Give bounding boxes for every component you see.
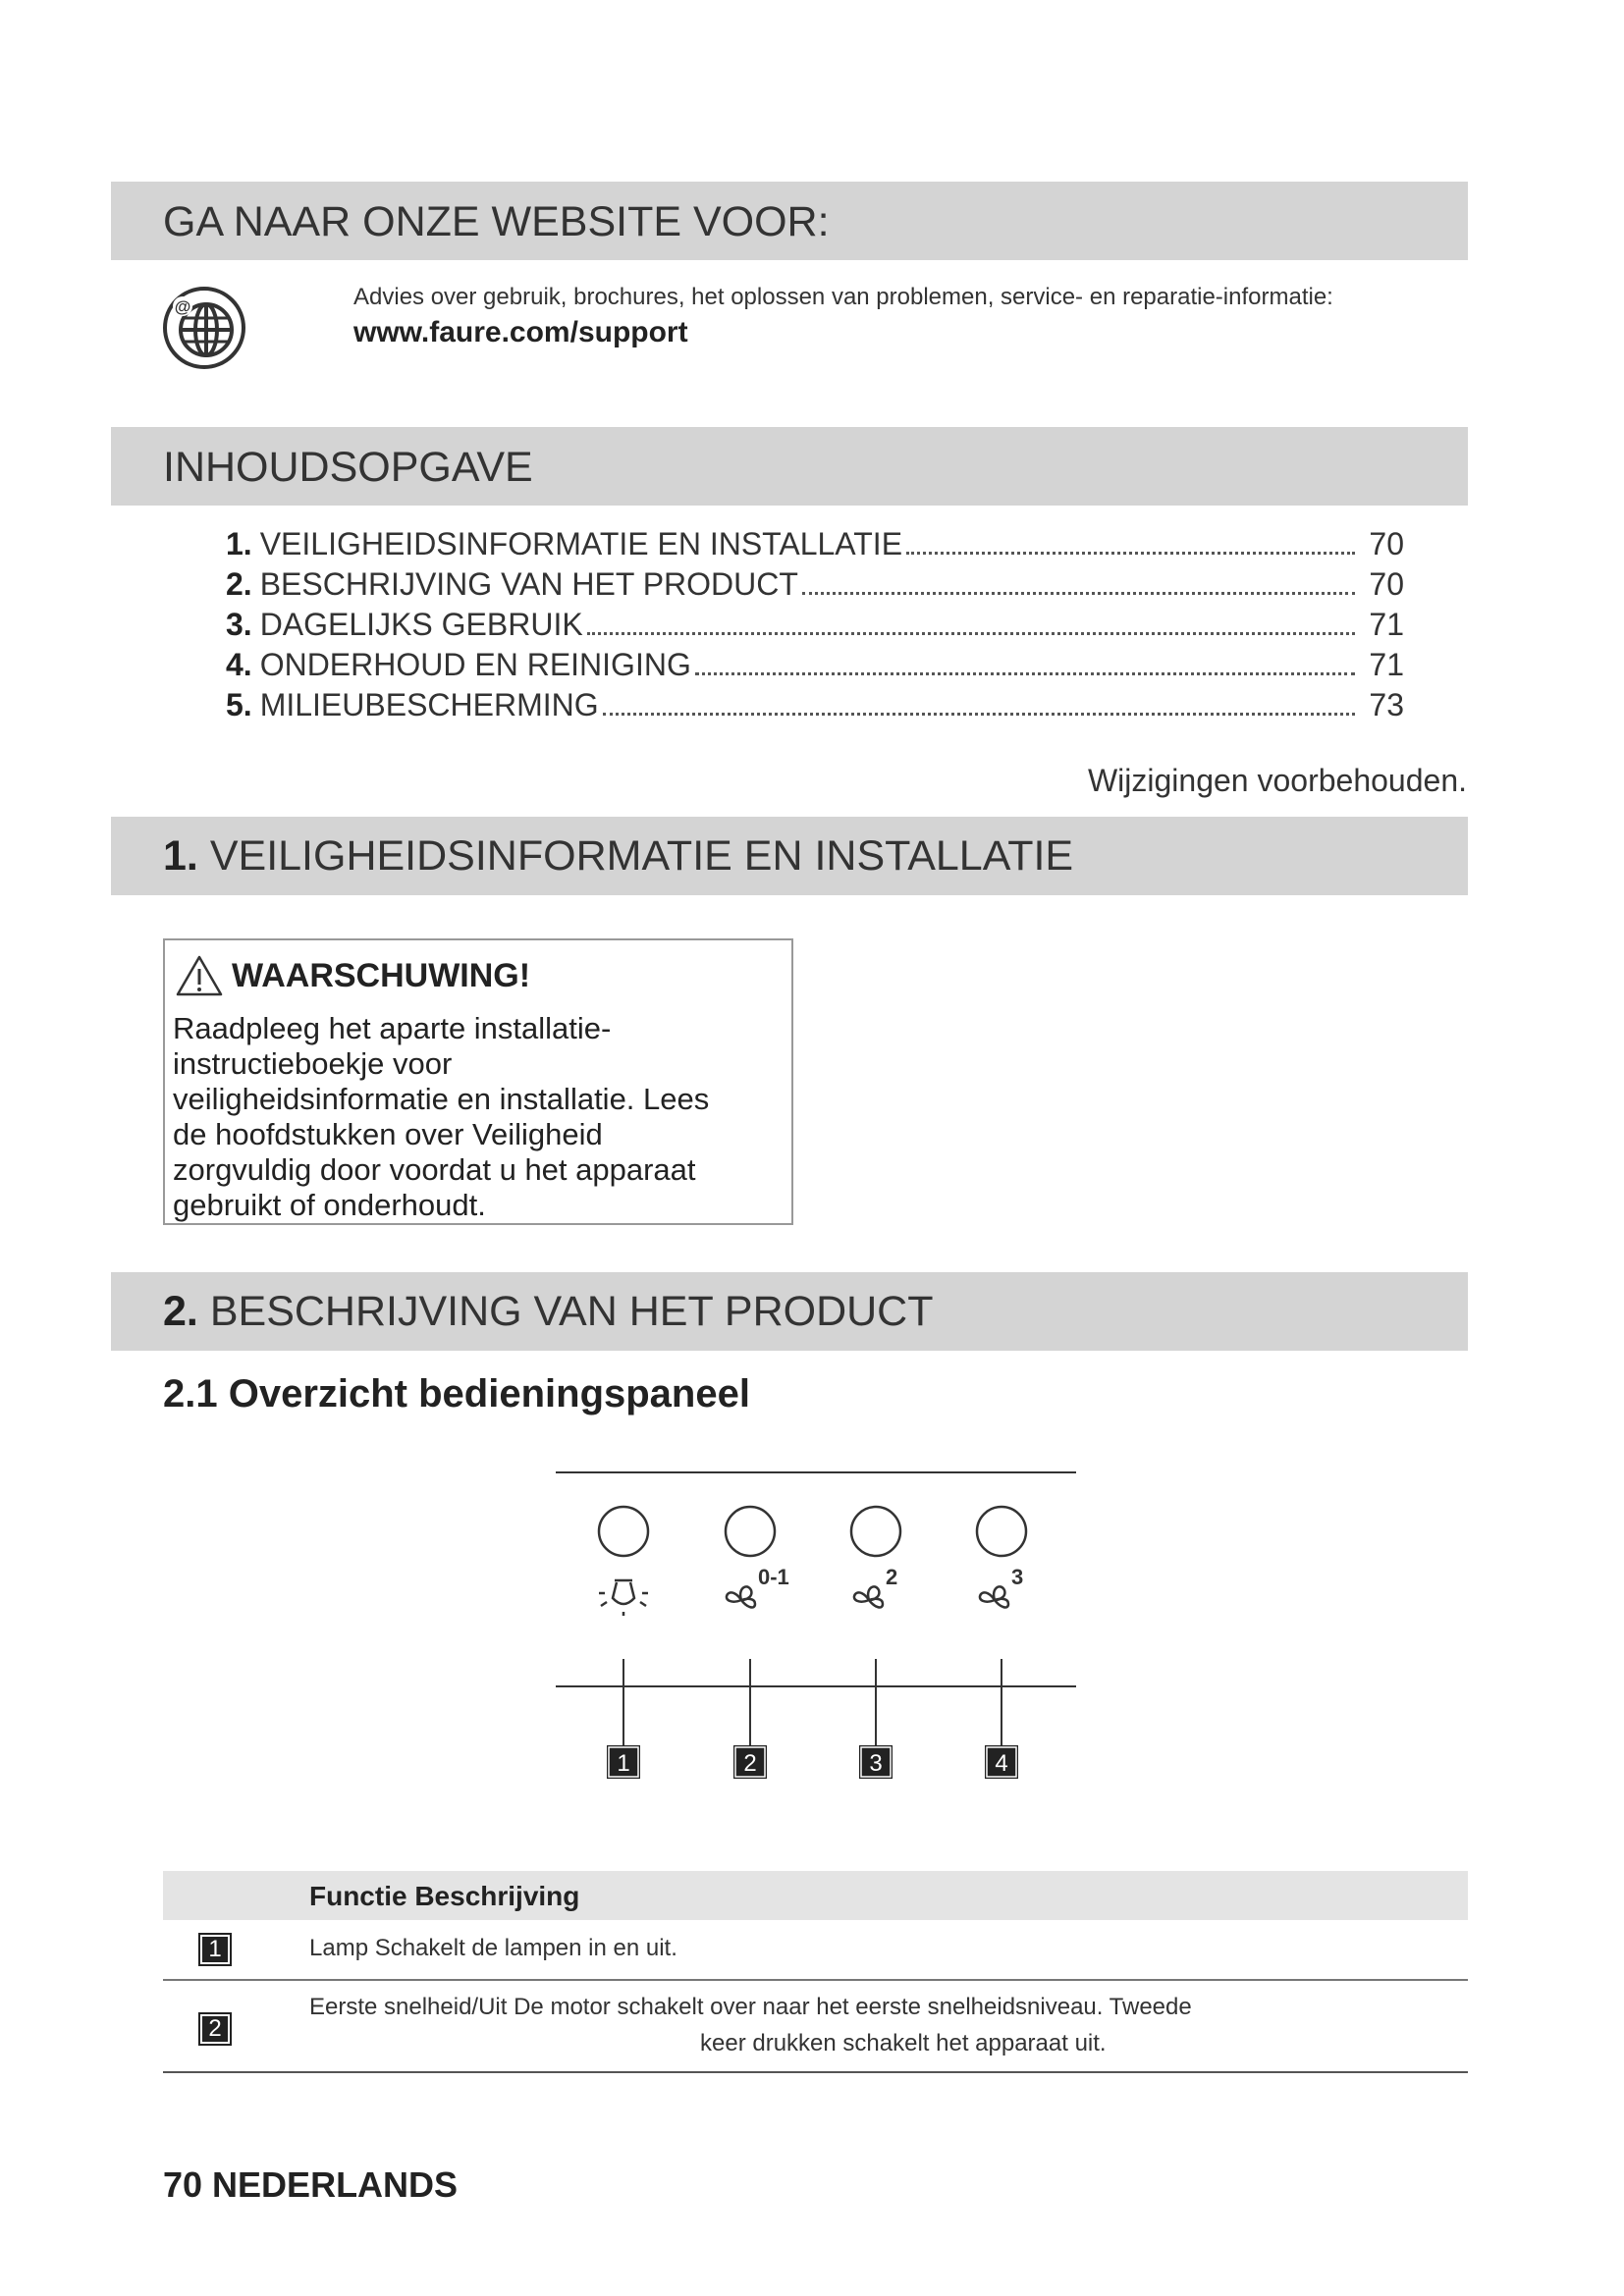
- table-row: [163, 1981, 1468, 2073]
- callout-3: [859, 1745, 893, 1779]
- section1-heading: 1. VEILIGHEIDSINFORMATIE EN INSTALLATIE: [163, 832, 1074, 880]
- lamp-button[interactable]: [599, 1507, 648, 1556]
- svg-text:2: 2: [743, 1750, 757, 1777]
- globe-at-icon: [161, 285, 247, 371]
- toc-item-title: VEILIGHEIDSINFORMATIE EN INSTALLATIE: [259, 526, 903, 561]
- changes-reserved-note: Wijzigingen voorbehouden.: [1087, 763, 1467, 798]
- fan-speed-label: 3: [1011, 1565, 1024, 1589]
- toc-item[interactable]: 3. DAGELIJKS GEBRUIK 71: [226, 605, 1404, 645]
- callout-4: [985, 1745, 1018, 1779]
- website-heading-bar: [111, 182, 1468, 260]
- website-heading: GA NAAR ONZE WEBSITE VOOR:: [163, 198, 830, 245]
- toc-item[interactable]: 1. VEILIGHEIDSINFORMATIE EN INSTALLATIE 70: [226, 524, 1404, 564]
- toc-heading: INHOUDSOPGAVE: [163, 444, 533, 491]
- speed3-button[interactable]: [977, 1507, 1026, 1556]
- website-description: Advies over gebruik, brochures, het oplossen van problemen, service- en reparatie-informatie:: [353, 284, 1333, 310]
- warning-text: Raadpleeg het aparte installatie- instructieboekje voor veiligheidsinformatie en installatie. Lees de hoofdstukken over Veiligheid zorgvuldig door voordat u het apparaat gebruikt of onderhoudt.: [173, 1011, 710, 1222]
- subsection-heading: 2.1 Overzicht bedieningspaneel: [163, 1372, 750, 1415]
- section1-heading-bar: [111, 817, 1468, 895]
- toc-item[interactable]: 4. ONDERHOUD EN REINIGING 71: [226, 645, 1404, 685]
- warning-box: [163, 938, 793, 1225]
- row-badge: 1: [200, 1935, 230, 1964]
- control-panel-diagram: [550, 1453, 1080, 1787]
- svg-text:3: 3: [869, 1750, 883, 1777]
- toc-item-title: BESCHRIJVING VAN HET PRODUCT: [259, 566, 798, 602]
- table-of-contents: [226, 524, 1404, 725]
- toc-item-title: ONDERHOUD EN REINIGING: [259, 647, 691, 682]
- speed1-off-button[interactable]: [726, 1507, 775, 1556]
- function-table-header: [163, 1871, 1468, 1920]
- toc-item[interactable]: 2. BESCHRIJVING VAN HET PRODUCT 70: [226, 564, 1404, 605]
- callout-1: [607, 1745, 640, 1779]
- lamp-icon: [599, 1580, 648, 1616]
- warning-triangle-icon: [175, 954, 224, 997]
- toc-item-page: 70: [1369, 526, 1404, 561]
- fan-speed-label: 0-1: [758, 1565, 789, 1589]
- svg-text:4: 4: [995, 1750, 1008, 1777]
- section2-heading: 2. BESCHRIJVING VAN HET PRODUCT: [163, 1288, 934, 1335]
- fan-icon: [727, 1586, 755, 1607]
- warning-title: WAARSCHUWING!: [232, 956, 531, 994]
- callout-2: [733, 1745, 767, 1779]
- row-description: Lamp Schakelt de lampen in en uit.: [309, 1935, 677, 1961]
- fan-icon: [980, 1586, 1008, 1607]
- row-description: Eerste snelheid/Uit De motor schakelt over naar het eerste snelheidsniveau. Tweede: [309, 1994, 1192, 2020]
- support-link[interactable]: www.faure.com/support: [353, 316, 688, 348]
- toc-item-title: DAGELIJKS GEBRUIK: [259, 607, 583, 642]
- row-description-continued: keer drukken schakelt het apparaat uit.: [700, 2030, 1107, 2056]
- table-header-label: Functie Beschrijving: [309, 1881, 580, 1911]
- toc-item-page: 70: [1369, 566, 1404, 602]
- toc-item-page: 73: [1369, 687, 1404, 722]
- toc-item-title: MILIEUBESCHERMING: [259, 687, 599, 722]
- table-row: [163, 1920, 1468, 1981]
- speed2-button[interactable]: [851, 1507, 900, 1556]
- section2-heading-bar: [111, 1272, 1468, 1351]
- page-footer: 70 NEDERLANDS: [163, 2164, 459, 2205]
- toc-item-page: 71: [1369, 647, 1404, 682]
- fan-icon: [854, 1586, 883, 1607]
- toc-item[interactable]: 5. MILIEUBESCHERMING 73: [226, 685, 1404, 725]
- toc-heading-bar: [111, 427, 1468, 506]
- fan-speed-label: 2: [886, 1565, 898, 1589]
- svg-text:1: 1: [617, 1750, 630, 1777]
- row-badge: 2: [200, 2014, 230, 2044]
- toc-item-page: 71: [1369, 607, 1404, 642]
- svg-text:@: @: [174, 297, 191, 316]
